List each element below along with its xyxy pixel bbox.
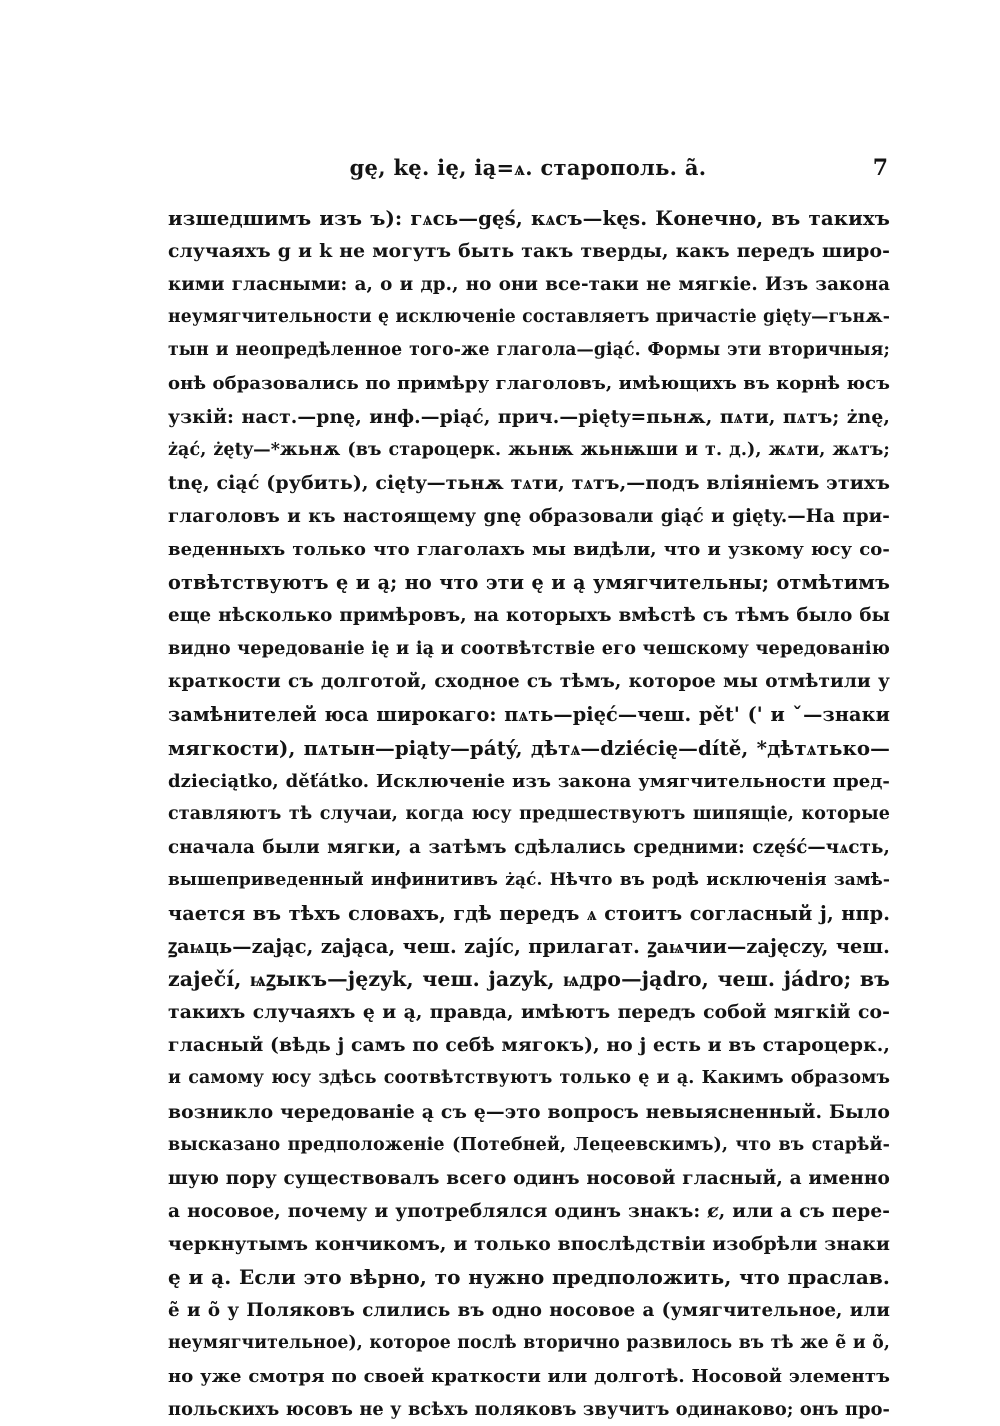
text-line: неумягчительное), которое послѣ вторично развилось въ тѣ же ẽ и õ,: [168, 1333, 890, 1354]
text-line: тын и неопредѣленное того-же глагола—giąć. Формы эти вторичныя;: [168, 340, 890, 361]
text-line: узкій: наст.—pnę, инф.—piąć, прич.—pięty=пьнѫ, пѧти, пѧтъ; żnę,: [168, 405, 890, 428]
running-head: gę, kę. ię, ią=ѧ. старополь. ã.: [349, 155, 707, 180]
text-line: кими гласными: а, о и др., но они все-таки не мягкіе. Изъ закона: [168, 274, 890, 296]
text-line: неумягчительности ę исключеніе составляетъ причастіе gięty—гънѫ-: [168, 307, 890, 328]
text-line: a носовое, почему и употреблялся одинъ знакъ: ȼ, или a съ пере-: [168, 1200, 890, 1222]
text-line: веденныхъ только что глаголахъ мы видѣли, что и узкому юсу со-: [168, 538, 890, 560]
text-line: dzieciątko, děťátko. Исключеніе изъ закона умягчительности пред-: [168, 770, 890, 792]
text-line: замѣнителей юса широкаго: пѧть—pięć—чеш. pět' (' и ˇ—знаки: [168, 703, 890, 727]
text-line: случаяхъ g и k не могутъ быть такъ тверды, какъ передъ широ-: [168, 240, 890, 263]
text-line: высказано предположеніе (Потебней, Лецеевскимъ), что въ старѣй-: [168, 1134, 890, 1155]
text-line: zaječí, ѩꙁыкъ—język, чеш. jazyk, ѩдро—jądro, чеш. jádro; въ: [168, 967, 890, 992]
text-line: изшедшимъ изъ ъ): гѧсь—gęś, кѧсъ—kęs. Конечно, въ такихъ: [168, 206, 890, 230]
text-line: żąć, żęty—*жьнѫ (въ староцерк. жьнѭ жьнѭши и т. д.), жѧти, жѧтъ;: [168, 439, 890, 460]
page-header: [168, 150, 888, 186]
text-line: tnę, ciąć (рубить), cięty—тьнѫ тѧти, тѧтъ,—подъ вліяніемъ этихъ: [168, 471, 890, 494]
text-line: краткости съ долготой, сходное съ тѣмъ, которое мы отмѣтили у: [168, 671, 890, 693]
text-line: отвѣтствуютъ ę и ą; но что эти ę и ą умягчительны; отмѣтимъ: [168, 571, 890, 595]
text-line: ꙁаѩць—zając, zająca, чеш. zajíc, прилагат. ꙁаѩчии—zajęczy, чеш.: [168, 935, 890, 959]
text-line: ẽ и õ у Поляковъ слились въ одно носовое a (умягчительное, или: [168, 1300, 890, 1322]
text-line: ę и ą. Если это вѣрно, то нужно предположить, что праслав.: [168, 1265, 890, 1289]
body-text: [168, 202, 890, 1426]
text-line: чается въ тѣхъ словахъ, гдѣ передъ ѧ стоитъ согласный j, нпр.: [168, 901, 890, 925]
text-line: еще нѣсколько примѣровъ, на которыхъ вмѣстѣ съ тѣмъ было бы: [168, 605, 890, 627]
text-line: гласный (вѣдь j самъ по себѣ мягокъ), но j есть и въ староцерк.,: [168, 1034, 890, 1057]
text-line: видно чередованіе ię и ią и соотвѣтствіе его чешскому чередованію: [168, 638, 890, 660]
text-line: но уже смотря по своей краткости или долготѣ. Носовой элементъ: [168, 1366, 890, 1388]
text-line: и самому юсу здѣсь соотвѣтствуютъ только ę и ą. Какимъ образомъ: [168, 1068, 890, 1089]
text-line: глаголовъ и къ настоящему gnę образовали giąć и gięty.—На при-: [168, 505, 890, 527]
text-line: черкнутымъ кончикомъ, и только впослѣдствіи изобрѣли знаки: [168, 1232, 890, 1255]
text-line: возникло чередованіе ą съ ę—это вопросъ невыясненный. Было: [168, 1100, 890, 1123]
text-line: сначала были мягки, а затѣмъ сдѣлались средними: część—чѧсть,: [168, 836, 890, 858]
text-line: онѣ образовались по примѣру глаголовъ, имѣющихъ въ корнѣ юсъ: [168, 373, 890, 395]
text-line: вышеприведенный инфинитивъ żąć. Нѣчто въ родѣ исключенія замѣ-: [168, 869, 890, 890]
text-line: мягкости), пѧтын—piąty—pátý, дѣтѧ—dziécię—dítě, *дѣтѧтько—: [168, 735, 890, 760]
text-line: польскихъ юсовъ не у всѣхъ поляковъ звучитъ одинаково; онъ про-: [168, 1399, 890, 1421]
text-line: шую пору существовалъ всего одинъ носовой гласный, а именно: [168, 1167, 890, 1189]
page-number: 7: [872, 155, 888, 181]
text-line: такихъ случаяхъ ę и ą, правда, имѣютъ передъ собой мягкій со-: [168, 1001, 890, 1024]
text-line: ставляютъ тѣ случаи, когда юсу предшествуютъ шипящіе, которые: [168, 803, 890, 824]
